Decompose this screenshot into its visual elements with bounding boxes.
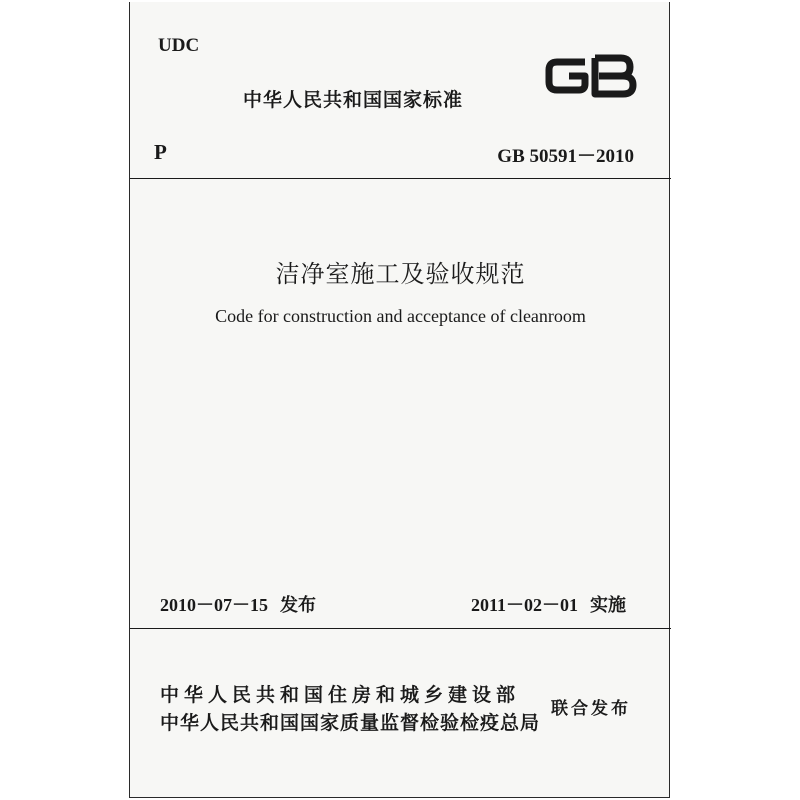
svg-text:GB: GB xyxy=(591,82,593,83)
standard-cover xyxy=(129,2,670,798)
title-english: Code for construction and acceptance of cleanroom xyxy=(215,306,586,326)
gb-logo xyxy=(543,52,639,100)
national-standard-heading: 中华人民共和国国家标准 xyxy=(243,89,464,111)
header-divider xyxy=(130,178,671,179)
implementation-label: 实施 xyxy=(590,595,627,616)
implementation-date-value: 2011－02－01 xyxy=(471,595,579,615)
title-chinese: 洁净室施工及验收规范 xyxy=(275,260,526,288)
joint-issue-label: 联合发布 xyxy=(551,699,631,719)
udc-label: UDC xyxy=(158,35,200,56)
issuer-aqsiq: 中华人民共和国国家质量监督检验检疫总局 xyxy=(160,712,541,734)
category-code: P xyxy=(154,140,167,164)
issuer-ministry-housing: 中华人民共和国住房和城乡建设部 xyxy=(160,684,521,706)
issue-date xyxy=(160,591,316,617)
standard-number: GB 50591－2010 xyxy=(497,146,634,167)
implementation-date xyxy=(471,591,626,617)
issue-label: 发布 xyxy=(280,595,316,616)
footer-divider xyxy=(130,628,671,629)
issue-date-value: 2010－07－15 xyxy=(160,595,268,615)
